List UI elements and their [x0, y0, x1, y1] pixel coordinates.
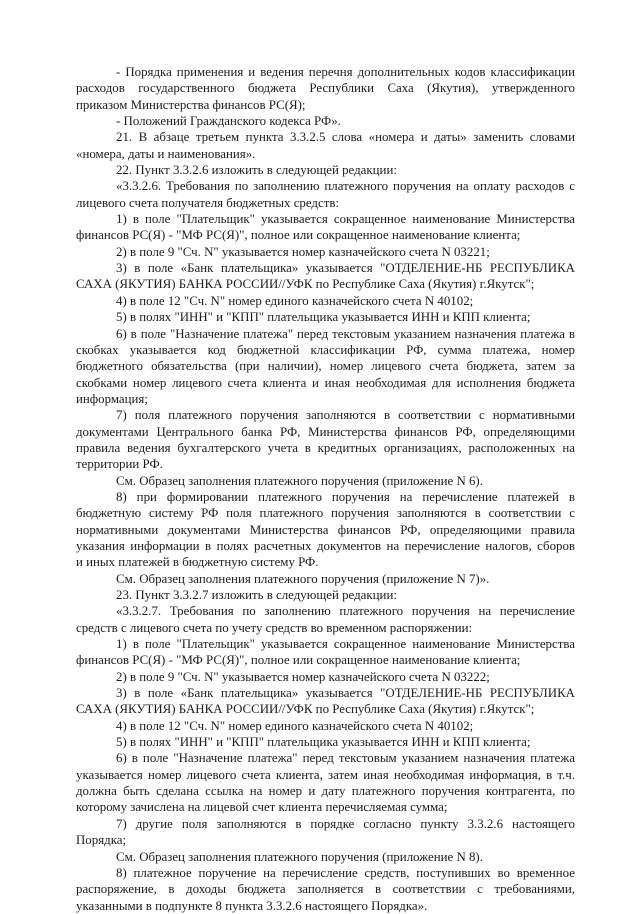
text-line: 7) другие поля заполняются в порядке согласно пункту 3.3.2.6 настоящего	[116, 816, 575, 831]
text-line: 22. Пункт 3.3.2.6 изложить в следующей редакции:	[116, 163, 397, 178]
text-line: лицевого счета получателя бюджетных средств:	[76, 195, 340, 210]
text-line: 21. В абзаце третьем пункта 3.3.2.5 слова «номера и даты» заменить словами	[116, 130, 575, 145]
text-line: правила ведения бухгалтерского учета в кредитных организациях, расположенных на	[76, 440, 575, 455]
text-line: «3.3.2.6. Требования по заполнению платежного поручения на оплату расходов с	[116, 179, 575, 194]
text-line: «3.3.2.7. Требования по заполнению платежного поручения на перечисление	[116, 604, 575, 619]
text-line: 4) в поле 12 "Сч. N" номер единого казначейского счета N 40102;	[116, 293, 474, 308]
text-line: территории РФ.	[76, 457, 163, 472]
text-line: См. Образец заполнения платежного поручения (приложение N 7)».	[116, 571, 490, 586]
text-line: которому зачислена на лицевой счет клиента перечисляемая сумма;	[76, 800, 448, 815]
text-line: приказом Министерства финансов РС(Я);	[76, 97, 306, 112]
text-line: 3) в поле «Банк плательщика» указывается "ОТДЕЛЕНИЕ-НБ РЕСПУБЛИКА	[116, 686, 575, 701]
text-line: документами Центрального банка РФ, Министерства финансов РФ, определяющими	[76, 424, 575, 439]
text-line: 4) в поле 12 "Сч. N" номер единого казначейского счета N 40102;	[116, 718, 474, 733]
text-line: САХА (ЯКУТИЯ) БАНКА РОССИИ//УФК по Республике Саха (Якутия) г.Якутск";	[76, 277, 535, 292]
text-line: расходов государственного бюджета Республики Саха (Якутия), утвержденного	[76, 81, 575, 96]
text-line: 8) при формировании платежного поручения на перечисление платежей в	[116, 489, 575, 504]
text-line: 6) в поле "Назначение платежа" перед текстовым указанием назначения платежа в	[116, 326, 575, 341]
text-line: 23. Пункт 3.3.2.7 изложить в следующей редакции:	[116, 588, 397, 602]
text-line: 7) поля платежного поручения заполняются в соответствии с нормативными	[116, 408, 575, 423]
text-line: 5) в полях "ИНН" и "КПП" плательщика указывается ИНН и КПП клиента;	[116, 310, 531, 325]
document-body	[76, 64, 575, 914]
text-line: - Порядка применения и ведения перечня дополнительных кодов классификации	[116, 65, 575, 79]
text-line: финансов РС(Я) - "МФ РС(Я)", полное или сокращенное наименование клиента;	[76, 653, 521, 668]
text-line: «номера, даты и наименования».	[76, 146, 256, 161]
text-line: 6) в поле "Назначение платежа" перед текстовым указанием назначения платежа	[116, 751, 575, 766]
text-line: нормативными документами Министерства финансов РФ, определяющими правила	[76, 522, 575, 537]
text-line: бюджетного обязательства (при наличии), номер лицевого счета бюджета, затем за	[76, 359, 575, 374]
text-line: 1) в поле "Плательщик" указывается сокращенное наименование Министерства	[116, 212, 575, 227]
text-line: информация;	[76, 391, 148, 406]
text-line: САХА (ЯКУТИЯ) БАНКА РОССИИ//УФК по Республике Саха (Якутия) г.Якутск";	[76, 702, 535, 717]
text-line: должна быть сделана ссылка на номер и дату платежного поручения контрагента, по	[76, 784, 575, 799]
text-line: бюджетную систему РФ поля платежного поручения заполняются в соответствии с	[76, 506, 575, 521]
text-line: См. Образец заполнения платежного поручения (приложение N 8).	[116, 849, 483, 864]
text-line: 1) в поле "Плательщик" указывается сокращенное наименование Министерства	[116, 637, 575, 652]
text-line: См. Образец заполнения платежного поручения (приложение N 6).	[116, 473, 483, 488]
text-line: средств с лицевого счета по учету средств во временном распоряжении:	[76, 620, 473, 635]
text-line: распоряжение, в доходы бюджета заполняется в соответствии с требованиями,	[76, 882, 575, 897]
text-line: 5) в полях "ИНН" и "КПП" плательщика указывается ИНН и КПП клиента;	[116, 735, 531, 750]
text-line: 2) в поле 9 "Сч. N" указывается номер казначейского счета N 03221;	[116, 244, 490, 259]
text-line: указанными в подпункте 8 пункта 3.3.2.6 настоящего Порядка».	[76, 898, 428, 913]
text-line: 3) в поле «Банк плательщика» указывается "ОТДЕЛЕНИЕ-НБ РЕСПУБЛИКА	[116, 261, 575, 276]
text-line: и иных платежей в бюджетную систему РФ.	[76, 555, 319, 570]
text-line: финансов РС(Я) - "МФ РС(Я)", полное или сокращенное наименование клиента;	[76, 228, 521, 243]
text-line: - Положений Гражданского кодекса РФ».	[116, 114, 341, 129]
text-line: 8) платежное поручение на перечисление средств, поступивших во временное	[116, 865, 575, 880]
text-line: 2) в поле 9 "Сч. N" указывается номер казначейского счета N 03222;	[116, 669, 490, 684]
text-line: скобками номер лицевого счета клиента и иная необходимая для исполнения бюджета	[76, 375, 575, 390]
text-line: Порядка;	[76, 833, 127, 848]
text-line: указания информации в полях расчетных документов на перечисление налогов, сборов	[76, 538, 575, 553]
text-line: скобках указывается код бюджетной классификации РФ, сумма платежа, номер	[76, 342, 575, 357]
text-line: указывается номер лицевого счета клиента, затем иная необходимая информация, в т.ч.	[76, 767, 575, 782]
